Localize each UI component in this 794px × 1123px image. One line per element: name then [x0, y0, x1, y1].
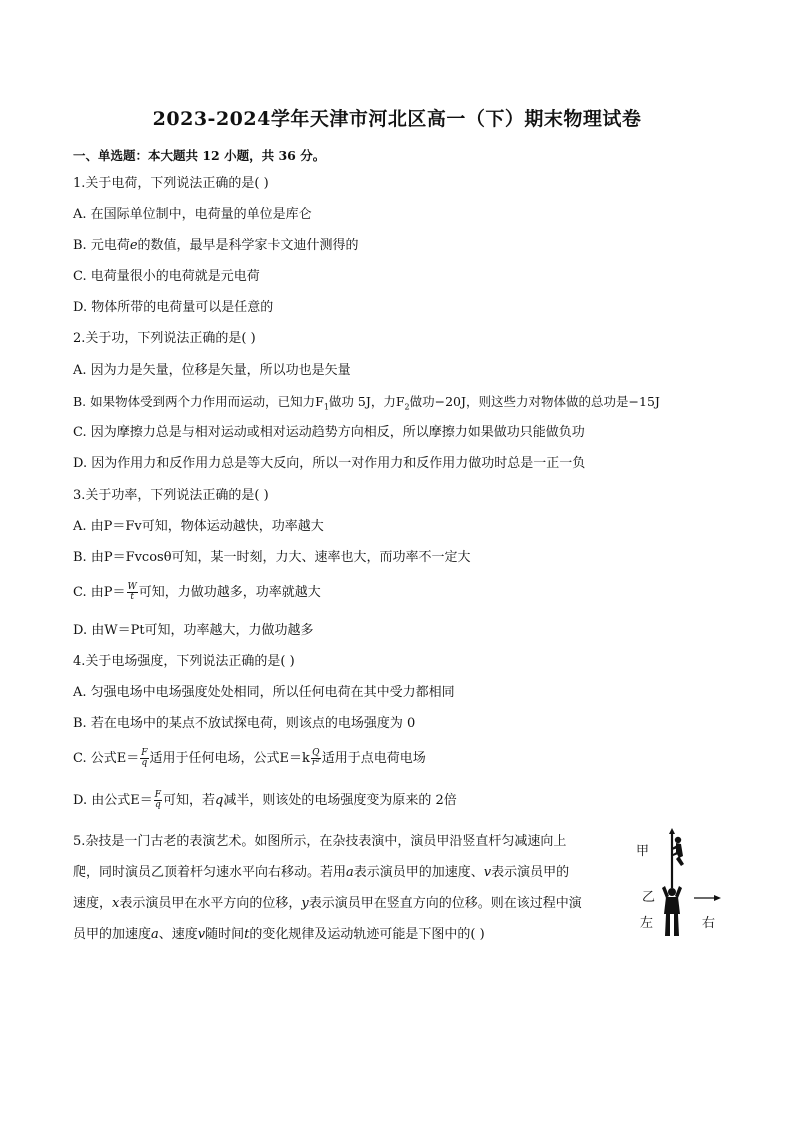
label-yi: 乙 [642, 890, 656, 905]
q1-b-text-2: 的数值，最早是科学家卡文迪什测得的 [137, 238, 359, 253]
q2-b-text: B. 如果物体受到两个力作用而运动，已知力F [73, 394, 324, 409]
q3-option-d: D. 由W＝Pt可知，功率越大，力做功越多 [73, 623, 314, 638]
q4-c-text-2: 适用于任何电场，公式E＝k [149, 751, 310, 766]
q5-l2-text-3: 表示演员甲的 [491, 865, 570, 880]
q1-option-c: C. 电荷量很小的电荷就是元电荷 [73, 269, 260, 284]
q1-option-a: A. 在国际单位制中，电荷量的单位是库仑 [73, 207, 312, 222]
q1-option-d: D. 物体所带的电荷量可以是任意的 [73, 300, 274, 315]
q4-c-text-3: 适用于点电荷电场 [321, 751, 426, 766]
q3-c-num: W [127, 582, 137, 592]
q5-line-1: 5.杂技是一门古老的表演艺术。如图所示，在杂技表演中，演员甲沿竖直杆匀减速向上 [73, 834, 567, 849]
q3-c-fraction [127, 583, 138, 602]
q4-c-fraction-1 [140, 749, 148, 768]
q2-option-a: A. 因为力是矢量，位移是矢量，所以功也是矢量 [73, 363, 351, 378]
acrobat-figure [626, 826, 726, 942]
label-left: 左 [640, 916, 654, 931]
q3-option-a: A. 由P＝Fv可知，物体运动越快，功率越大 [73, 519, 324, 534]
q4-option-c [73, 749, 426, 769]
q5-l3-text-2: 表示演员甲在水平方向的位移， [119, 896, 302, 911]
q5-l4-var-a: a [151, 927, 159, 942]
q4-d-text-2: 可知，若 [162, 793, 215, 808]
up-arrow-icon [669, 828, 675, 834]
performer-yi [662, 886, 682, 936]
q5-line-3 [73, 894, 582, 914]
q4-d-den: q [154, 800, 161, 810]
q3-stem: 3.关于功率，下列说法正确的是( ) [73, 488, 269, 503]
q5-l4-text: 员甲的加速度 [73, 927, 152, 942]
q4-d-text-3: 减半，则该处的电场强度变为原来的 2倍 [223, 793, 457, 808]
q5-l2-text: 爬，同时演员乙顶着杆匀速水平向右移动。若用 [73, 865, 347, 880]
q3-c-den: t [130, 592, 134, 602]
q5-l3-var-x: x [112, 896, 120, 911]
q4-option-d [73, 791, 457, 811]
q1-b-var: e [129, 238, 138, 253]
q2-option-c: C. 因为摩擦力总是与相对运动或相对运动趋势方向相反，所以摩擦力如果做功只能做负功 [73, 425, 585, 440]
label-jia: 甲 [636, 844, 650, 859]
label-right: 右 [702, 916, 716, 931]
q4-d-num: F [154, 790, 161, 800]
q4-stem: 4.关于电场强度，下列说法正确的是( ) [73, 654, 295, 669]
q4-d-var: q [214, 793, 224, 808]
q5-l3-text-3: 表示演员甲在竖直方向的位移。则在该过程中演 [308, 896, 582, 911]
right-arrow-icon [714, 895, 721, 901]
q2-b-sub1: 1 [323, 402, 329, 412]
q3-option-b: B. 由P＝Fvcosθ可知，某一时刻，力大、速率也大，而功率不一定大 [73, 550, 471, 565]
q1-b-text: B. 元电荷 [73, 238, 130, 253]
q5-l3-var-y: y [301, 896, 309, 911]
q5-l4-var-v: v [197, 927, 206, 942]
q5-line-2 [73, 863, 569, 883]
q4-c-den2: r² [311, 758, 320, 768]
q2-b-sub2: 2 [404, 402, 410, 412]
q2-b-text-2: 做功 5J，力F [328, 394, 405, 409]
q5-l4-text-2: 、速度 [158, 927, 198, 942]
q5-l4-var-t: t [244, 927, 250, 942]
performer-jia [672, 837, 684, 866]
q2-option-b [73, 392, 660, 418]
q3-option-c [73, 583, 321, 603]
q1-stem: 1.关于电荷，下列说法正确的是( ) [73, 176, 269, 191]
q3-c-text: C. 由P＝ [73, 585, 126, 600]
q1-option-b [73, 236, 359, 256]
q5-l2-text-2: 表示演员甲的加速度、 [353, 865, 484, 880]
q4-c-fraction-2 [311, 749, 321, 768]
section-heading: 一、单选题：本大题共 12 小题，共 36 分。 [73, 148, 326, 163]
acrobat-illustration [626, 826, 726, 942]
q4-d-fraction [154, 791, 162, 810]
q4-d-text: D. 由公式E＝ [73, 793, 153, 808]
q2-option-d: D. 因为作用力和反作用力总是等大反向，所以一对作用力和反作用力做功时总是一正一负 [73, 456, 586, 471]
q5-l2-var-a: a [346, 865, 354, 880]
q5-l4-text-3: 随时间 [205, 927, 245, 942]
q4-option-a: A. 匀强电场中电场强度处处相同，所以任何电荷在其中受力都相同 [73, 685, 455, 700]
q5-l2-var-v: v [483, 865, 492, 880]
q4-c-den1: q [141, 758, 148, 768]
q3-c-text-2: 可知，力做功越多，功率就越大 [138, 585, 321, 600]
q5-line-4 [73, 925, 485, 945]
q5-l4-text-4: 的变化规律及运动轨迹可能是下图中的( ) [249, 927, 485, 942]
exam-title: 2023-2024学年天津市河北区高一（下）期末物理试卷 [152, 108, 642, 130]
q2-stem: 2.关于功，下列说法正确的是( ) [73, 331, 256, 346]
q2-b-text-3: 做功−20J，则这些力对物体做的总功是−15J [409, 394, 660, 409]
q4-c-num2: Q [312, 748, 320, 758]
q4-option-b: B. 若在电场中的某点不放试探电荷，则该点的电场强度为 0 [73, 716, 416, 731]
q4-c-num1: F [141, 748, 148, 758]
q5-l3-text: 速度， [73, 896, 113, 911]
q4-c-text: C. 公式E＝ [73, 751, 140, 766]
